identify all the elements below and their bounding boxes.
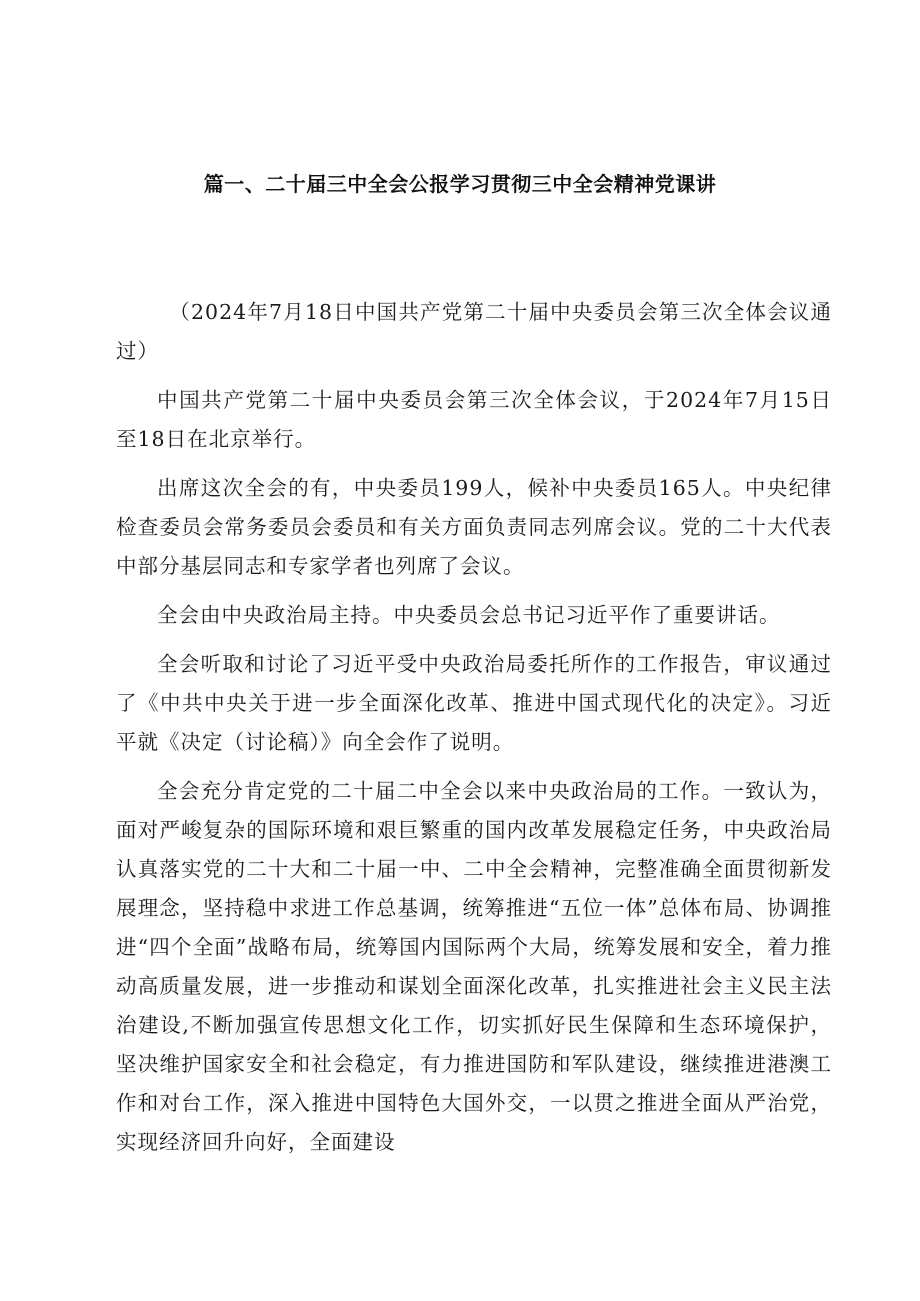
paragraph: 出席这次全会的有，中央委员199人，候补中央委员165人。中央纪律检查委员会常务委员会委员和有关方面负责同志列席会议。党的二十大代表中部分基层同志和专家学者也列席了会议。 [116, 476, 832, 578]
paragraph: 全会充分肯定党的二十届二中全会以来中央政治局的工作。一致认为，面对严峻复杂的国际环境和艰巨繁重的国内改革发展稳定任务，中央政治局认真落实党的二十大和二十届一中、二中全会精神，完整准确全面贯彻新发展理念，坚持稳中求进工作总基调，统筹推进“五位一体”总体布局、协调推进“四个全面”战略布局，统筹国内国际两个大局，统筹发展和安全，着力推动高质量发展，进一步推动和谋划全面深化改革，扎实推进社会主义民主法治建设,不断加强宣传思想文化工作，切实抓好民生保障和生态环境保护，坚决维护国家安全和社会稳定，有力推进国防和军队建设，继续推进港澳工作和对台工作，深入推进中国特色大国外交，一以贯之推进全面从严治党，实现经济回升向好，全面建设 [116, 779, 832, 1154]
paragraph: 全会听取和讨论了习近平受中央政治局委托所作的工作报告，审议通过了《中共中央关于进一步全面深化改革、推进中国式现代化的决定》。习近平就《决定（讨论稿）》向全会作了说明。 [116, 652, 832, 754]
document-title: 篇一、二十届三中全会公报学习贯彻三中全会精神党课讲 [203, 172, 717, 196]
paragraph: 中国共产党第二十届中央委员会第三次全体会议，于2024年7月15日至18日在北京举行。 [116, 388, 832, 451]
document-body [116, 293, 832, 1162]
paragraph: 全会由中央政治局主持。中央委员会总书记习近平作了重要讲话。 [157, 603, 781, 627]
paragraph-adoption-note: （2024年7月18日中国共产党第二十届中央委员会第三次全体会议通过） [116, 300, 832, 363]
